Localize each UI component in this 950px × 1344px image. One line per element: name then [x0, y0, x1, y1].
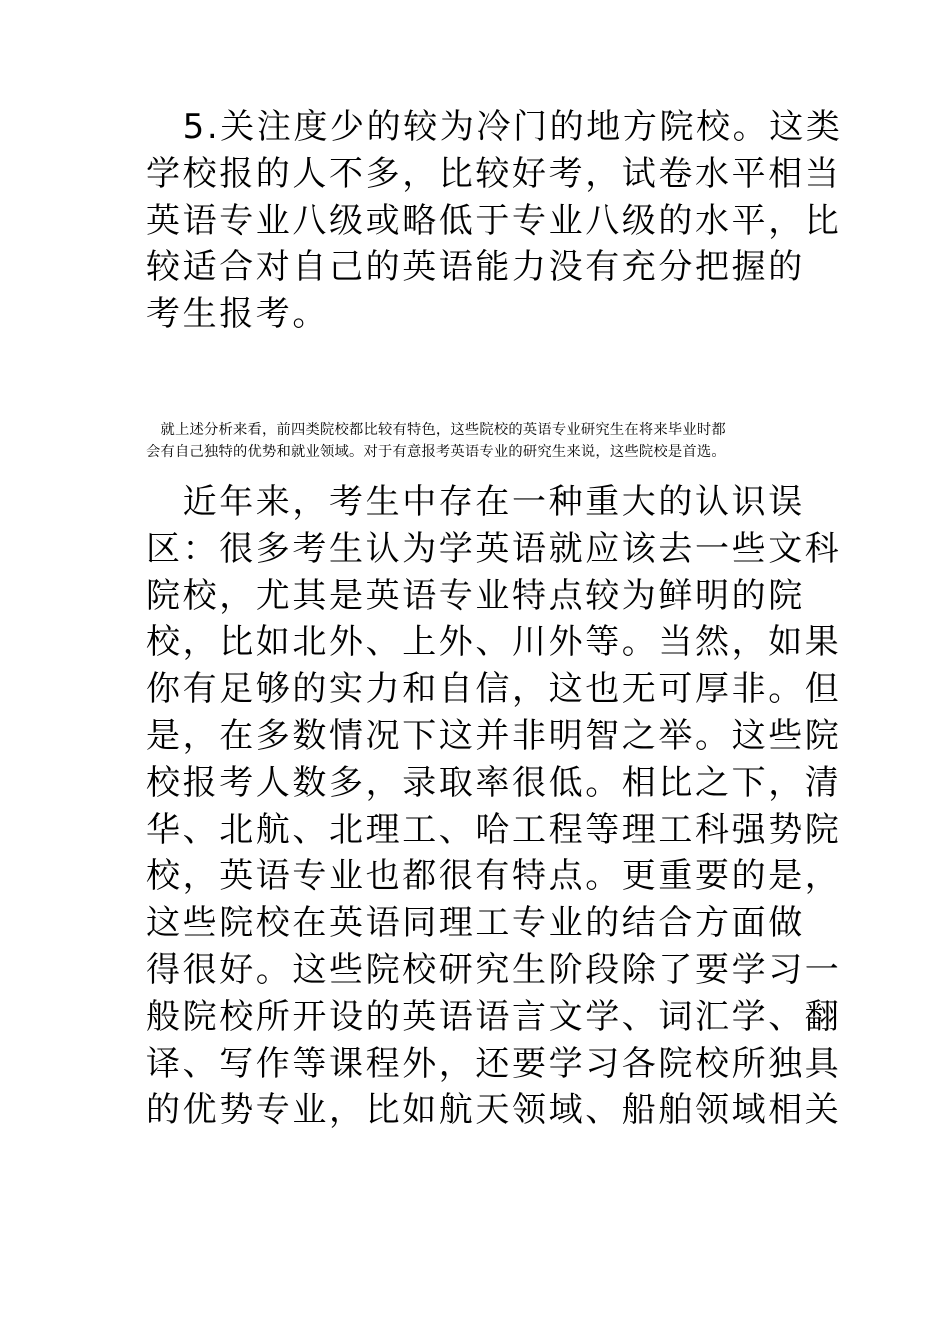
- text-line: 考生报考。: [146, 294, 329, 335]
- text-line: 般院校所开设的英语语言文学、词汇学、翻: [146, 996, 842, 1037]
- text-line: 你有足够的实力和自信，这也无可厚非。但: [146, 669, 842, 710]
- text-line: 得很好。这些院校研究生阶段除了要学习一: [146, 949, 842, 990]
- text-line: 这些院校在英语同理工专业的结合方面做: [146, 903, 805, 944]
- text-line: 校，英语专业也都很有特点。更重要的是，: [146, 856, 842, 897]
- paragraph-misconception: [146, 479, 842, 1134]
- text-line: 近年来，考生中存在一种重大的认识误: [146, 482, 805, 522]
- paragraph-summary: [146, 419, 811, 463]
- text-line: 会有自己独特的优势和就业领域。对于有意报考英语专业的研究生来说，这些院校是首选。: [146, 444, 726, 460]
- text-line: 是，在多数情况下这并非明智之举。这些院: [146, 715, 842, 756]
- text-line: 华、北航、北理工、哈工程等理工科强势院: [146, 809, 842, 850]
- text-line: 5.关注度少的较为冷门的地方院校。这类: [146, 107, 843, 147]
- text-line: 的优势专业，比如航天领域、船舶领域相关: [146, 1090, 842, 1131]
- text-line: 区：很多考生认为学英语就应该去一些文科: [146, 528, 842, 569]
- paragraph-cold-schools: [146, 104, 843, 338]
- text-line: 学校报的人不多，比较好考，试卷水平相当: [146, 153, 842, 194]
- text-line: 校，比如北外、上外、川外等。当然，如果: [146, 622, 842, 663]
- text-line: 译、写作等课程外，还要学习各院校所独具: [146, 1043, 842, 1084]
- text-line: 英语专业八级或略低于专业八级的水平，比: [146, 200, 842, 241]
- text-line: 院校，尤其是英语专业特点较为鲜明的院: [146, 575, 805, 616]
- text-line: 校报考人数多，录取率很低。相比之下，清: [146, 762, 842, 803]
- text-line: 就上述分析来看，前四类院校都比较有特色，这些院校的英语专业研究生在将来毕业时都: [146, 422, 726, 438]
- text-line: 较适合对自己的英语能力没有充分把握的: [146, 247, 805, 288]
